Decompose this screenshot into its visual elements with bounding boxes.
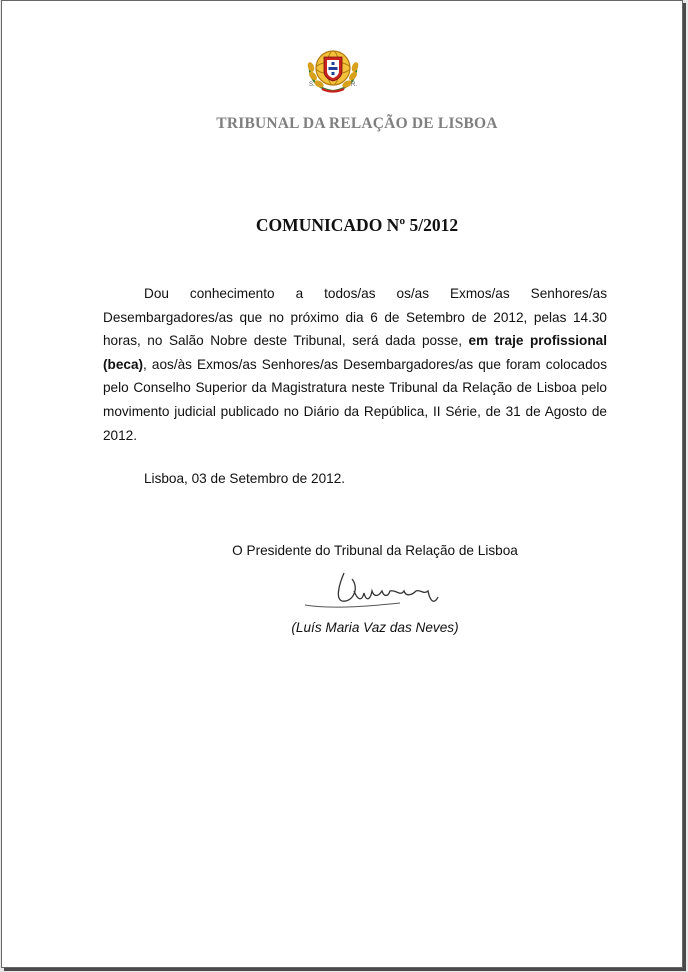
document-page bbox=[1, 0, 683, 968]
signatory-role: O Presidente do Tribunal da Relação de Lisboa bbox=[232, 543, 518, 558]
notice-body-paragraph bbox=[103, 282, 607, 447]
handwritten-signature bbox=[300, 567, 450, 617]
notice-title: COMUNICADO Nº 5/2012 bbox=[255, 215, 459, 235]
notice-body-bold: em traje profissional (beca) bbox=[103, 333, 607, 372]
notice-body-part1: Dou conhecimento a todos/as os/as Exmos/as Senhores/as Desembargadores/as que no próximo dia 6 de Setembro de 2012, pelas 14.30 horas, no Salão Nobre deste Tribunal, será dada posse, bbox=[103, 286, 607, 349]
date-line: Lisboa, 03 de Setembro de 2012. bbox=[144, 471, 346, 486]
emblem-letter-left: S. bbox=[309, 82, 315, 88]
court-name-heading: TRIBUNAL DA RELAÇÃO DE LISBOA bbox=[216, 115, 498, 132]
emblem-letter-right: R. bbox=[351, 82, 357, 88]
notice-body-part2: , aos/às Exmos/as Senhores/as Desembargadores/as que foram colocados pelo Conselho Superior da Magistratura neste Tribunal da Relação de Lisboa pelo movimento judicial publicado no Diário da República, II Série, de 31 de Agosto de 2012. bbox=[103, 356, 607, 443]
signatory-name: (Luís Maria Vaz das Neves) bbox=[291, 620, 459, 635]
